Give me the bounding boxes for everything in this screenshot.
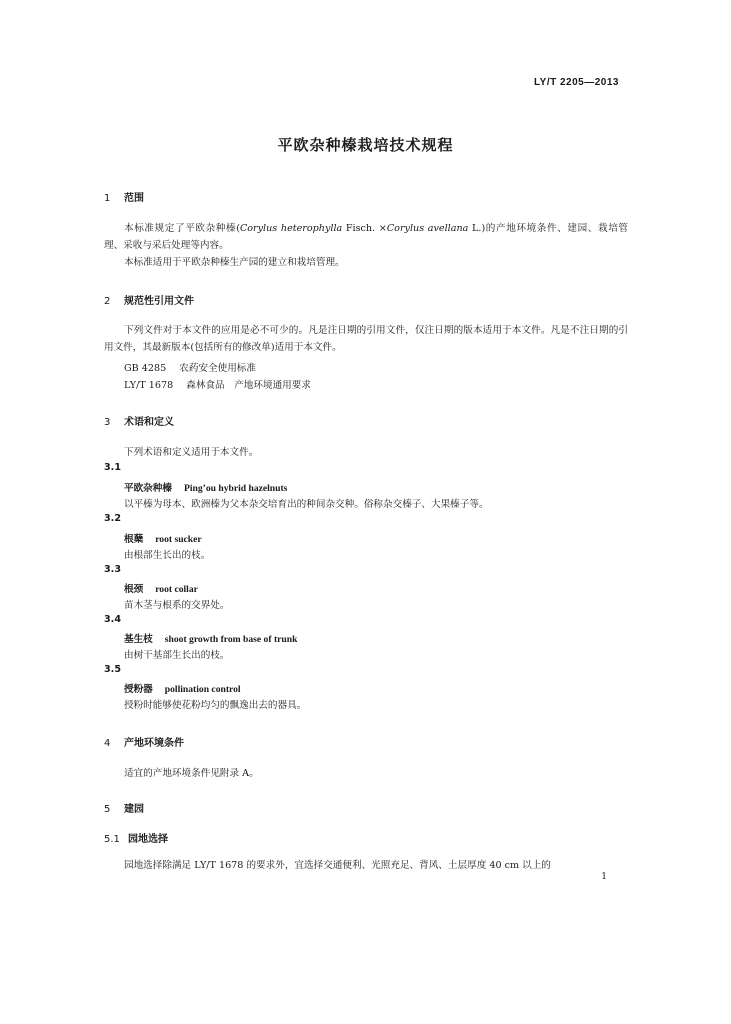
text-run: L.)的产地环境条件、建园、栽培管理、采收与采后处理等内容。 xyxy=(104,223,628,251)
term-chinese: 基生枝 xyxy=(124,634,153,645)
scope-paragraph xyxy=(104,220,628,254)
term-entry xyxy=(124,631,297,645)
section-title: 术语和定义 xyxy=(124,417,174,428)
term-chinese: 根蘖 xyxy=(124,534,144,545)
term-number: 3.4 xyxy=(104,614,121,625)
section-heading-1 xyxy=(104,189,144,204)
term-english: pollination control xyxy=(164,684,241,695)
section-number: 2 xyxy=(104,296,111,307)
section-number: 4 xyxy=(104,738,111,749)
site-selection-paragraph: 园地选择除满足 LY/T 1678 的要求外，宜选择交通便利、光照充足、背风、土层厚度 40 cm 以上的 xyxy=(124,860,551,871)
section-heading-2 xyxy=(104,292,194,307)
term-chinese: 根颈 xyxy=(124,584,144,595)
term-number: 3.2 xyxy=(104,513,121,524)
normative-refs-paragraph: 下列文件对于本文件的应用是必不可少的。凡是注日期的引用文件，仅注日期的版本适用于本文件。凡是不注日期的引用文件，其最新版本(包括所有的修改单)适用于本文件。 xyxy=(104,325,628,353)
term-entry xyxy=(124,581,198,595)
section-title: 规范性引用文件 xyxy=(124,296,194,307)
page-number: 1 xyxy=(601,872,607,882)
term-chinese: 授粉器 xyxy=(124,684,153,695)
section-heading-4 xyxy=(104,734,184,749)
section-number: 5.1 xyxy=(104,834,120,845)
text-run: 本标准规定了平欧杂种榛( xyxy=(124,223,240,234)
term-entry xyxy=(124,531,202,545)
scope-applicability: 本标准适用于平欧杂种榛生产园的建立和栽培管理。 xyxy=(124,257,345,268)
terms-intro: 下列术语和定义适用于本文件。 xyxy=(124,447,259,458)
term-definition: 由根部生长出的枝。 xyxy=(124,550,211,561)
reference-item xyxy=(124,360,256,374)
reference-code: GB 4285 xyxy=(124,363,167,374)
latin-name: Corylus heterophylla xyxy=(239,223,343,234)
term-english: Ping’ou hybrid hazelnuts xyxy=(183,483,288,494)
standard-code: LY/T 2205—2013 xyxy=(533,77,619,88)
term-entry xyxy=(124,681,241,695)
term-definition: 由树干基部生长出的枝。 xyxy=(124,650,230,661)
term-english: shoot growth from base of trunk xyxy=(164,634,298,645)
section-number: 3 xyxy=(104,417,111,428)
section-heading-5 xyxy=(104,800,144,815)
section-heading-3 xyxy=(104,413,174,428)
section-title: 建园 xyxy=(124,804,144,815)
section-title: 产地环境条件 xyxy=(124,738,184,749)
latin-name: Corylus avellana xyxy=(386,223,469,234)
reference-name: 森林食品 产地环境通用要求 xyxy=(186,380,311,391)
term-number: 3.1 xyxy=(104,462,121,473)
term-definition: 苗木茎与根系的交界处。 xyxy=(124,600,230,611)
section-number: 1 xyxy=(104,193,111,204)
reference-code: LY/T 1678 xyxy=(124,380,174,391)
section-number: 5 xyxy=(104,804,111,815)
term-number: 3.3 xyxy=(104,564,121,575)
term-chinese: 平欧杂种榛 xyxy=(124,483,172,494)
term-english: root collar xyxy=(155,584,198,595)
reference-name: 农药安全使用标准 xyxy=(179,363,256,374)
term-english: root sucker xyxy=(155,534,202,545)
term-entry xyxy=(124,480,287,494)
term-definition: 授粉时能够使花粉均匀的飘逸出去的器具。 xyxy=(124,700,307,711)
section-title: 园地选择 xyxy=(128,834,168,845)
document-title: 平欧杂种榛栽培技术规程 xyxy=(277,136,454,154)
text-run: Fisch. × xyxy=(342,223,387,234)
environment-paragraph: 适宜的产地环境条件见附录 A。 xyxy=(124,768,259,779)
section-title: 范围 xyxy=(124,193,144,204)
reference-item xyxy=(124,377,311,391)
term-definition: 以平榛为母本、欧洲榛为父本杂交培育出的种间杂交种。俗称杂交榛子、大果榛子等。 xyxy=(124,499,489,510)
section-heading-5-1 xyxy=(104,830,168,845)
term-number: 3.5 xyxy=(104,664,121,675)
